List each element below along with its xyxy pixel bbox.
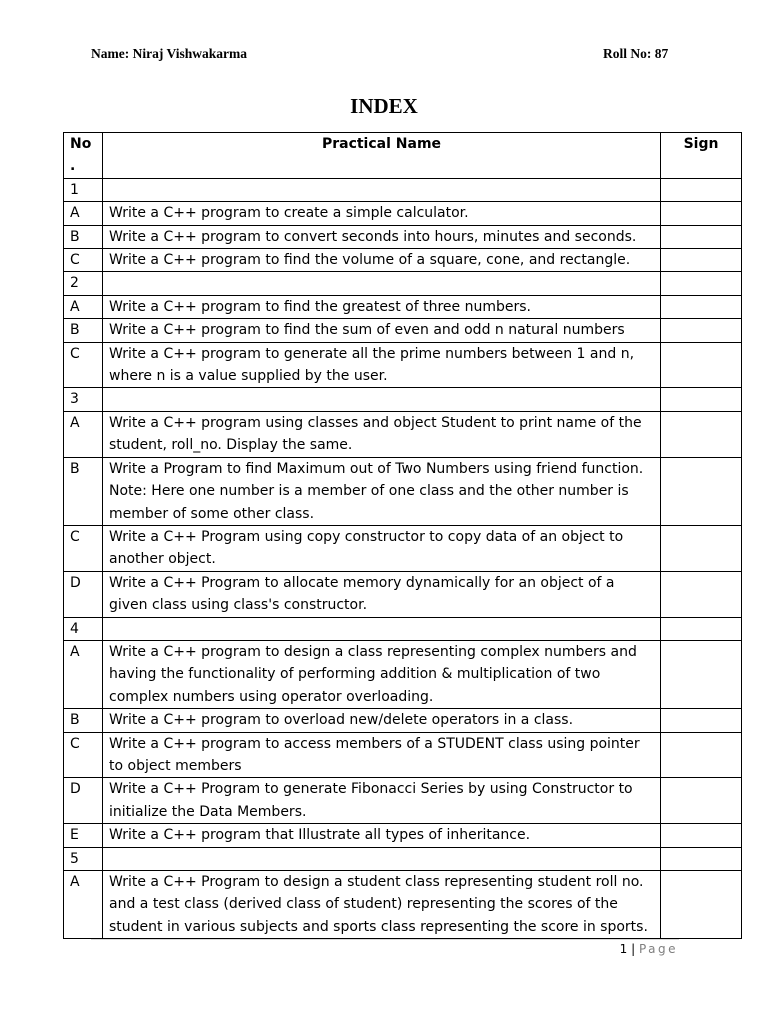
practical-description: Write a C++ program using classes and object Student to print name of the student, roll_no. Display the same.	[109, 414, 642, 454]
row-number: B	[64, 709, 103, 732]
practical-name-cell	[103, 225, 661, 248]
practical-name-cell	[103, 272, 661, 295]
practical-description: Write a C++ program to overload new/delete operators in a class.	[109, 712, 574, 729]
practical-name-cell	[103, 319, 661, 342]
sign-cell[interactable]	[661, 732, 742, 778]
table-row	[64, 525, 742, 571]
practical-name-cell	[103, 178, 661, 201]
table-row	[64, 202, 742, 225]
table-row	[64, 640, 742, 708]
sign-cell[interactable]	[661, 225, 742, 248]
table-row	[64, 319, 742, 342]
row-number: A	[64, 871, 103, 939]
sign-cell[interactable]	[661, 457, 742, 525]
table-row	[64, 457, 742, 525]
row-number: A	[64, 640, 103, 708]
practical-name-cell	[103, 824, 661, 847]
row-number: 2	[64, 272, 103, 295]
sign-cell[interactable]	[661, 202, 742, 225]
table-group-row	[64, 847, 742, 870]
header-practical-name: Practical Name	[103, 133, 661, 179]
row-number: E	[64, 824, 103, 847]
practical-description: Write a C++ program to find the sum of even and odd n natural numbers	[109, 322, 625, 339]
roll-number: Roll No: 87	[603, 46, 669, 61]
table-row	[64, 295, 742, 318]
table-row	[64, 411, 742, 457]
table-row	[64, 732, 742, 778]
table-row	[64, 871, 742, 939]
practical-description: Note: Here one number is a member of one class and the other number is member of some other class.	[109, 483, 629, 522]
table-row	[64, 778, 742, 824]
table-row	[64, 824, 742, 847]
practical-description: Write a C++ program to find the volume of a square, cone, and rectangle.	[109, 252, 631, 269]
practical-description: Write a C++ program to convert seconds into hours, minutes and seconds.	[109, 228, 637, 245]
table-group-row	[64, 272, 742, 295]
page-title: INDEX	[350, 94, 418, 118]
sign-cell[interactable]	[661, 824, 742, 847]
table-group-row	[64, 178, 742, 201]
practical-description: Write a C++ Program using copy constructor to copy data of an object to another object.	[109, 528, 624, 568]
row-number: B	[64, 319, 103, 342]
practical-description: Write a C++ Program to allocate memory dynamically for an object of a given class using class's constructor.	[109, 574, 615, 614]
table-header-row	[64, 133, 742, 179]
practical-name-cell	[103, 709, 661, 732]
practical-name-cell	[103, 342, 661, 388]
header-sign: Sign	[661, 133, 742, 179]
table-group-row	[64, 388, 742, 411]
table-row	[64, 342, 742, 388]
row-number: 3	[64, 388, 103, 411]
page-footer	[620, 942, 678, 956]
practical-name-cell	[103, 847, 661, 870]
table-row	[64, 571, 742, 617]
page-separator: |	[631, 942, 636, 956]
practical-name-cell	[103, 388, 661, 411]
practical-description: Write a C++ program to find the greatest of three numbers.	[109, 298, 531, 315]
sign-cell[interactable]	[661, 525, 742, 571]
row-number: A	[64, 411, 103, 457]
practical-name-cell	[103, 571, 661, 617]
sign-cell[interactable]	[661, 640, 742, 708]
sign-cell[interactable]	[661, 319, 742, 342]
row-number: C	[64, 342, 103, 388]
row-number: 4	[64, 617, 103, 640]
index-table	[63, 132, 742, 939]
row-number: 1	[64, 178, 103, 201]
sign-cell[interactable]	[661, 272, 742, 295]
table-row	[64, 709, 742, 732]
sign-cell[interactable]	[661, 178, 742, 201]
practical-description: Write a C++ program to create a simple calculator.	[109, 205, 469, 222]
page-number: 1	[619, 942, 628, 956]
sign-cell[interactable]	[661, 871, 742, 939]
practical-name-cell	[103, 525, 661, 571]
row-number: A	[64, 295, 103, 318]
row-number: C	[64, 732, 103, 778]
sign-cell[interactable]	[661, 342, 742, 388]
row-number: C	[64, 525, 103, 571]
row-number: B	[64, 457, 103, 525]
sign-cell[interactable]	[661, 709, 742, 732]
row-number: 5	[64, 847, 103, 870]
practical-description: Write a Program to find Maximum out of Two Numbers using friend function.	[109, 460, 644, 477]
practical-name-cell	[103, 617, 661, 640]
practical-name-cell	[103, 295, 661, 318]
practical-name-cell	[103, 732, 661, 778]
sign-cell[interactable]	[661, 571, 742, 617]
sign-cell[interactable]	[661, 617, 742, 640]
row-number: D	[64, 778, 103, 824]
sign-cell[interactable]	[661, 411, 742, 457]
index-table-body	[64, 178, 742, 938]
practical-description: Write a C++ program to generate all the prime numbers between 1 and n, where n is a value supplied by the user.	[109, 345, 635, 385]
practical-description: Write a C++ Program to design a student class representing student roll no. and a test class (derived class of student) representing the scores of the student in various subjects and sports class representing the score in sports.	[109, 874, 648, 935]
practical-description: Write a C++ program that Illustrate all types of inheritance.	[109, 827, 531, 844]
page-label: Page	[638, 942, 678, 956]
row-number: D	[64, 571, 103, 617]
header-no: No.	[64, 133, 103, 179]
sign-cell[interactable]	[661, 249, 742, 272]
row-number: B	[64, 225, 103, 248]
sign-cell[interactable]	[661, 295, 742, 318]
table-group-row	[64, 617, 742, 640]
practical-name-cell	[103, 871, 661, 939]
sign-cell[interactable]	[661, 847, 742, 870]
sign-cell[interactable]	[661, 778, 742, 824]
table-row	[64, 225, 742, 248]
practical-name-cell	[103, 202, 661, 225]
practical-name-cell	[103, 640, 661, 708]
practical-name-cell	[103, 778, 661, 824]
row-number: C	[64, 249, 103, 272]
practical-description: Write a C++ program to access members of a STUDENT class using pointer to object members	[109, 735, 640, 774]
sign-cell[interactable]	[661, 388, 742, 411]
practical-name-cell	[103, 457, 661, 525]
practical-description: Write a C++ Program to generate Fibonacci Series by using Constructor to initialize the Data Members.	[109, 781, 633, 820]
student-name: Name: Niraj Vishwakarma	[91, 46, 247, 61]
practical-name-cell	[103, 249, 661, 272]
practical-description: Write a C++ program to design a class representing complex numbers and having the functionality of performing addition & multiplication of two complex numbers using operator overloading.	[109, 643, 637, 705]
footer-divider	[91, 939, 679, 940]
table-row	[64, 249, 742, 272]
practical-name-cell	[103, 411, 661, 457]
row-number: A	[64, 202, 103, 225]
